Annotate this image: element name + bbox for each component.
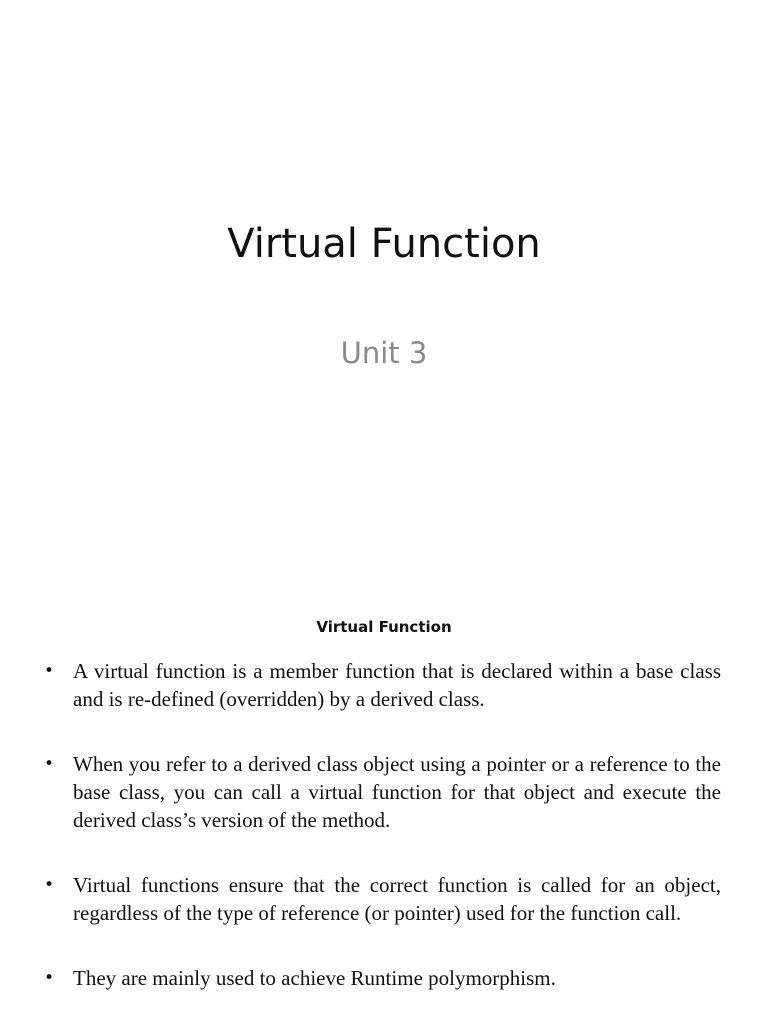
section-heading: Virtual Function xyxy=(316,618,452,636)
slide-subtitle: Unit 3 xyxy=(340,336,428,370)
bullet-item xyxy=(44,657,721,713)
bullet-text: A virtual function is a member function that is declared within a base class and is re-defined (overridden) by a derived class. xyxy=(73,659,721,711)
bullet-list xyxy=(44,657,721,992)
bullet-dot-icon: • xyxy=(44,968,55,988)
bullet-item xyxy=(44,750,721,834)
bullet-item xyxy=(44,964,721,992)
bullet-dot-icon: • xyxy=(44,754,55,774)
bullet-text: Virtual functions ensure that the correct function is called for an object, regardless of the type of reference (or pointer) used for the function call. xyxy=(73,873,721,925)
bullet-item xyxy=(44,871,721,927)
slide-title: Virtual Function xyxy=(227,221,541,267)
bullet-dot-icon: • xyxy=(44,875,55,895)
bullet-text: When you refer to a derived class object using a pointer or a reference to the base class, you can call a virtual function for that object and execute the derived class’s version of the method. xyxy=(73,752,721,832)
bullet-dot-icon: • xyxy=(44,661,55,681)
bullet-text: They are mainly used to achieve Runtime polymorphism. xyxy=(73,966,556,990)
